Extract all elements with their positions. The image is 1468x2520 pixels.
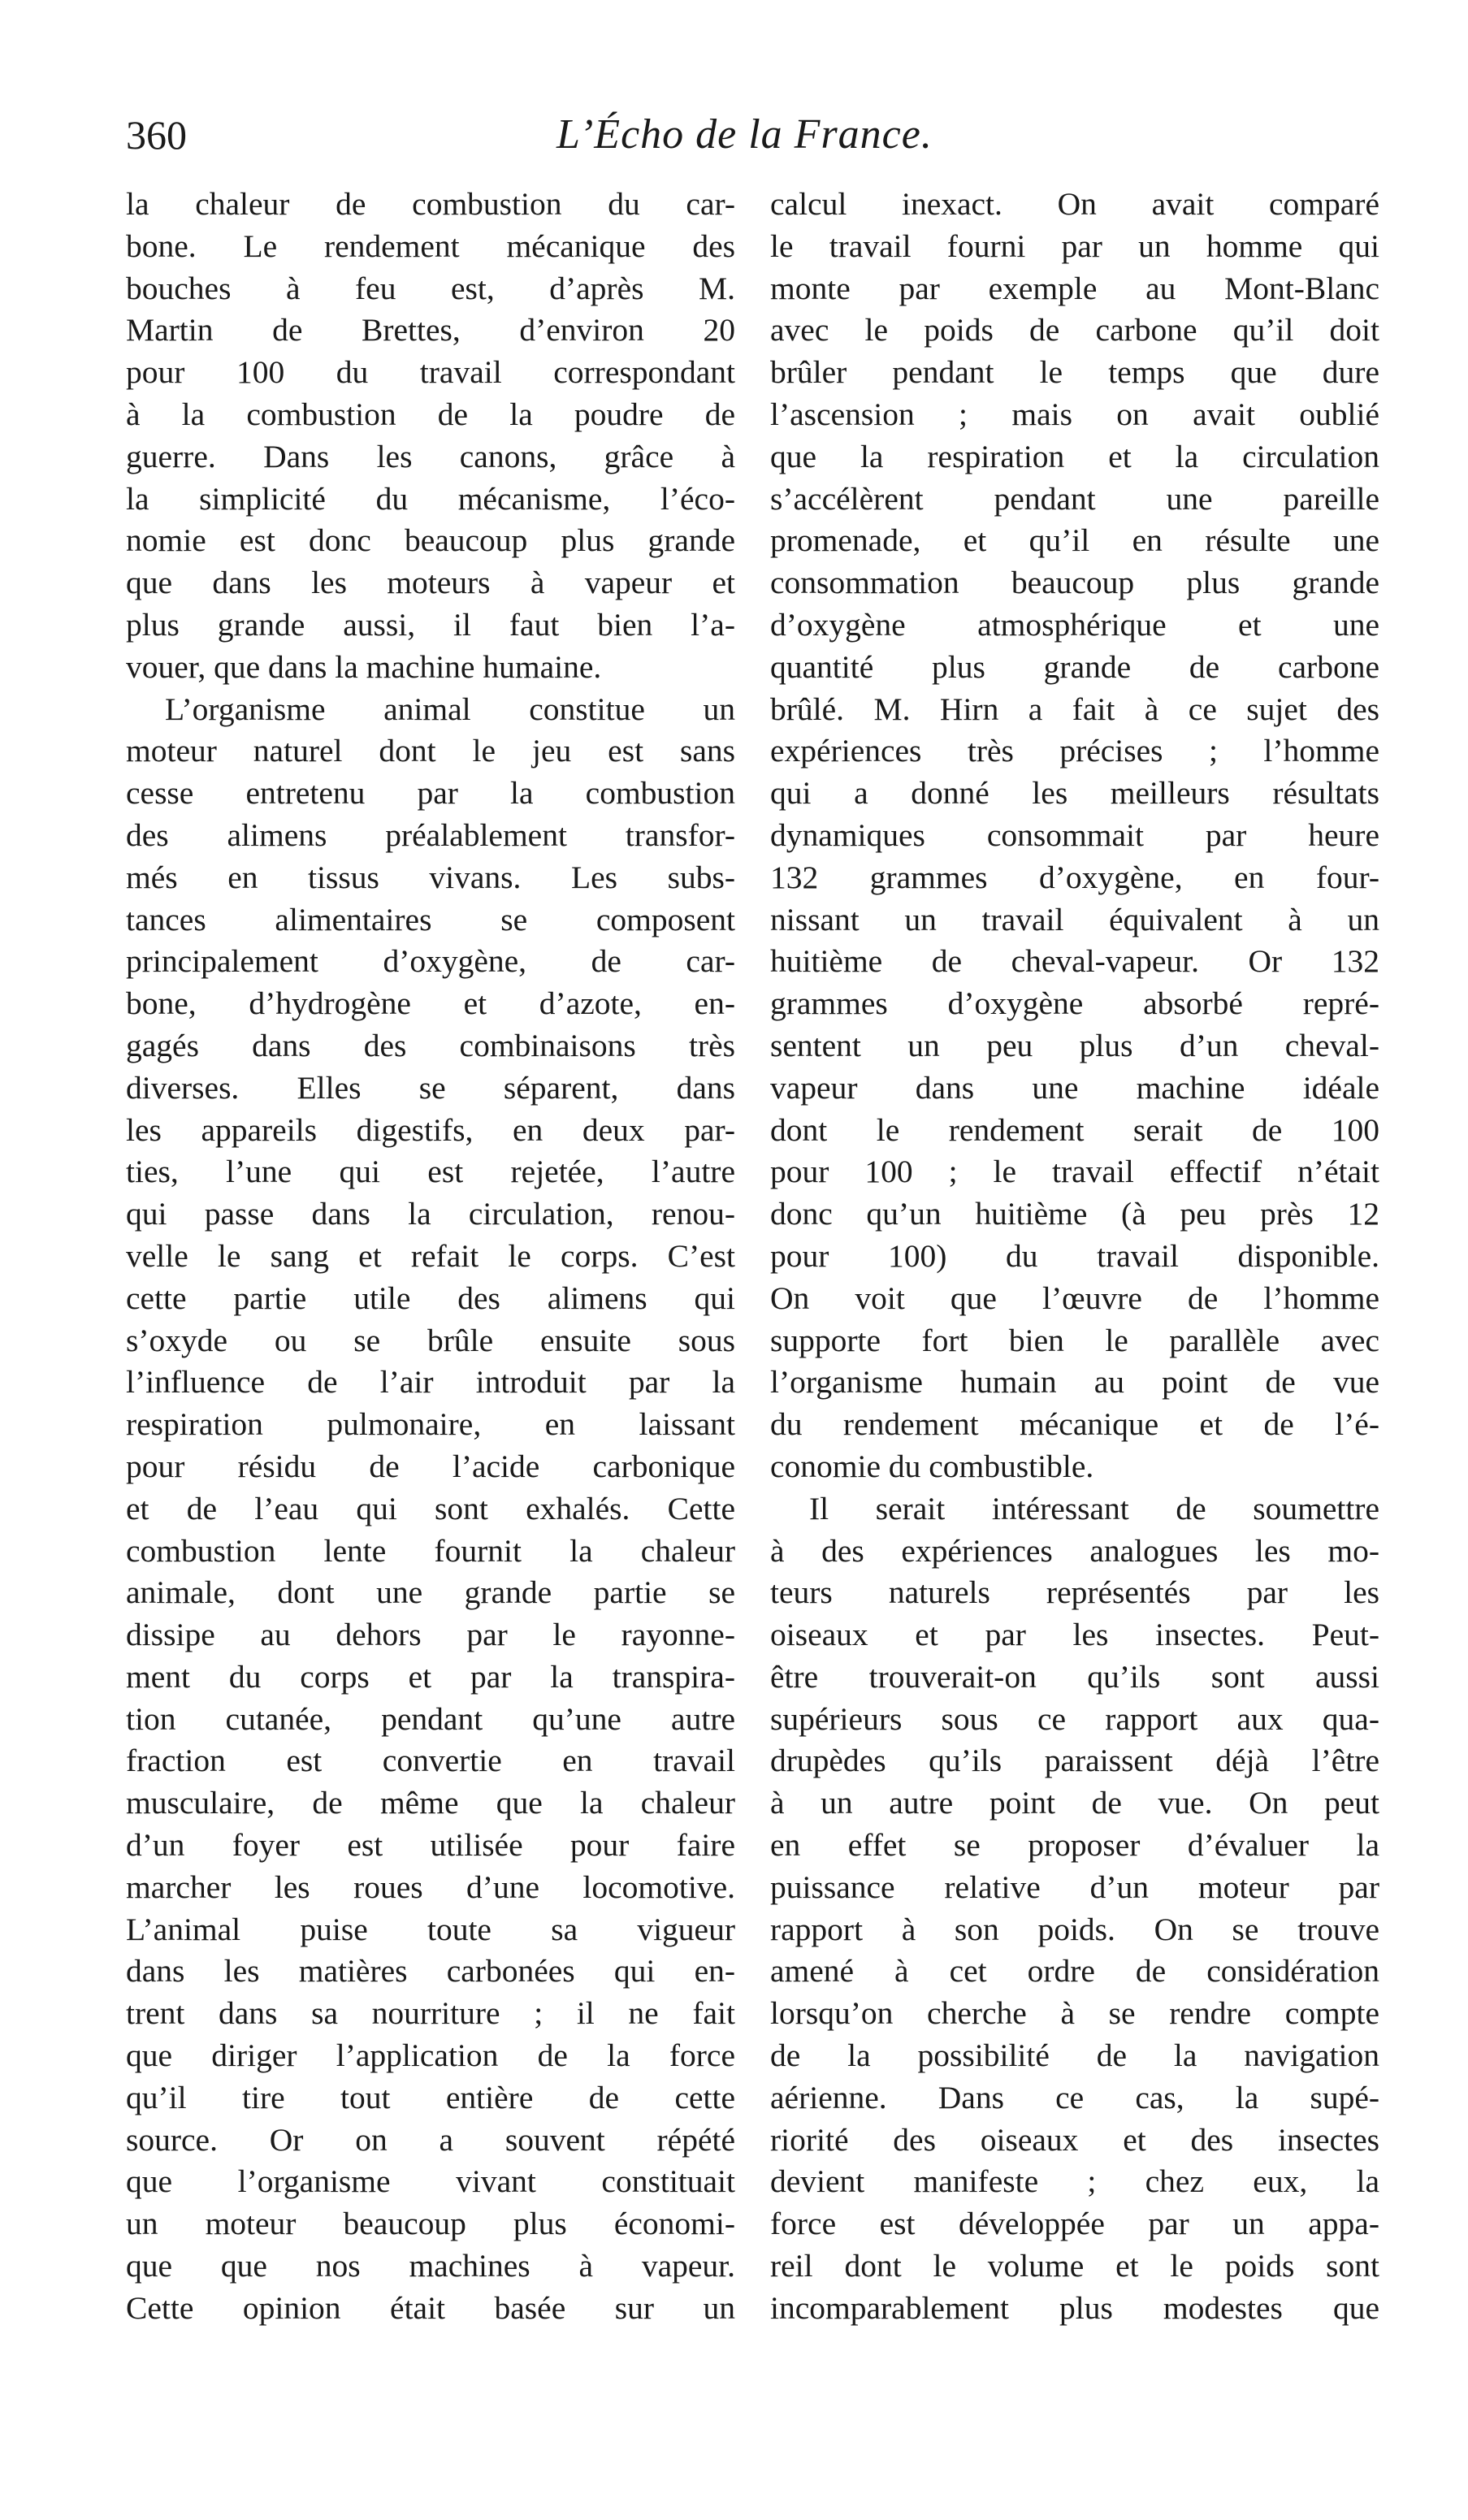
text-line: sentent un peu plus d’un cheval- — [770, 1027, 1379, 1063]
text-line: calcul inexact. On avait comparé — [770, 186, 1379, 222]
text-line: reil dont le volume et le poids sont — [770, 2248, 1379, 2284]
text-line: l’ascension ; mais on avait oublié — [770, 396, 1379, 432]
text-line: 132 grammes d’oxygène, en four- — [770, 859, 1379, 895]
text-line: Martin de Brettes, d’environ 20 — [126, 312, 735, 349]
text-line: cesse entretenu par la combustion — [126, 775, 735, 812]
text-line: diverses. Elles se séparent, dans — [126, 1069, 735, 1106]
text-line: force est développée par un appa- — [770, 2206, 1379, 2242]
text-line: qui a donné les meilleurs résultats — [770, 775, 1379, 812]
text-line: un moteur beaucoup plus économi- — [126, 2206, 735, 2242]
text-line: animale, dont une grande partie se — [126, 1574, 735, 1611]
text-line: plus grande aussi, il faut bien l’a- — [126, 606, 735, 643]
text-line: dynamiques consommait par heure — [770, 816, 1379, 853]
text-line: fraction est convertie en travail — [126, 1743, 735, 1779]
text-line: marcher les roues d’une locomotive. — [126, 1868, 735, 1905]
text-line: vouer, que dans la machine humaine. — [126, 648, 602, 685]
text-line: lorsqu’on cherche à se rendre compte — [770, 1995, 1379, 2032]
text-line: rapport à son poids. On se trouve — [770, 1911, 1379, 1947]
text-line: tion cutanée, pendant qu’une autre — [126, 1700, 735, 1737]
text-line: nomie est donc beaucoup plus grande — [126, 522, 735, 559]
text-line: tances alimentaires se composent — [126, 901, 735, 937]
text-line: respiration pulmonaire, en laissant — [126, 1406, 735, 1443]
text-line: gagés dans des combinaisons très — [126, 1027, 735, 1063]
text-line: avec le poids de carbone qu’il doit — [770, 312, 1379, 349]
text-line: la simplicité du mécanisme, l’éco- — [126, 480, 735, 517]
text-line: Il serait intéressant de soumettre — [809, 1490, 1379, 1526]
text-line: pour 100) du travail disponible. — [770, 1237, 1379, 1274]
text-line: pour 100 ; le travail effectif n’était — [770, 1154, 1379, 1190]
text-line: velle le sang et refait le corps. C’est — [126, 1237, 735, 1274]
text-line: monte par exemple au Mont-Blanc — [770, 270, 1379, 306]
page-number: 360 — [126, 112, 187, 158]
text-line: à des expériences analogues les mo- — [770, 1532, 1379, 1569]
text-line: nissant un travail équivalent à un — [770, 901, 1379, 937]
right-column — [770, 184, 1379, 2330]
text-line: L’organisme animal constitue un — [165, 691, 735, 727]
text-line: de la possibilité de la navigation — [770, 2037, 1379, 2074]
text-line: à un autre point de vue. On peut — [770, 1785, 1379, 1821]
text-line: teurs naturels représentés par les — [770, 1574, 1379, 1611]
text-line: à la combustion de la poudre de — [126, 396, 735, 432]
text-line: ties, l’une qui est rejetée, l’autre — [126, 1154, 735, 1190]
text-line: d’un foyer est utilisée pour faire — [126, 1827, 735, 1864]
text-line: puissance relative d’un moteur par — [770, 1868, 1379, 1905]
left-column — [126, 184, 735, 2330]
text-line: bone. Le rendement mécanique des — [126, 227, 735, 264]
text-line: supporte fort bien le parallèle avec — [770, 1322, 1379, 1358]
text-line: l’influence de l’air introduit par la — [126, 1364, 735, 1401]
text-line: pour 100 du travail correspondant — [126, 354, 735, 391]
text-line: d’oxygène atmosphérique et une — [770, 606, 1379, 643]
text-line: que la respiration et la circulation — [770, 438, 1379, 474]
text-line: principalement d’oxygène, de car- — [126, 943, 735, 980]
text-line: que que nos machines à vapeur. — [126, 2248, 735, 2284]
text-line: L’animal puise toute sa vigueur — [126, 1911, 735, 1947]
text-line: musculaire, de même que la chaleur — [126, 1785, 735, 1821]
text-line: supérieurs sous ce rapport aux qua- — [770, 1700, 1379, 1737]
text-line: que diriger l’application de la force — [126, 2037, 735, 2074]
text-line: et de l’eau qui sont exhalés. Cette — [126, 1490, 735, 1526]
text-line: dont le rendement serait de 100 — [770, 1111, 1379, 1148]
text-line: consommation beaucoup plus grande — [770, 565, 1379, 601]
text-line: huitième de cheval-vapeur. Or 132 — [770, 943, 1379, 980]
text-line: bouches à feu est, d’après M. — [126, 270, 735, 306]
text-line: On voit que l’œuvre de l’homme — [770, 1279, 1379, 1316]
text-line: Cette opinion était basée sur un — [126, 2289, 735, 2326]
text-line: dissipe au dehors par le rayonne- — [126, 1617, 735, 1653]
text-line: s’oxyde ou se brûle ensuite sous — [126, 1322, 735, 1358]
page-header — [126, 112, 1381, 169]
text-line: conomie du combustible. — [770, 1448, 1094, 1484]
text-line: ment du corps et par la transpira- — [126, 1658, 735, 1695]
text-line: des alimens préalablement transfor- — [126, 816, 735, 853]
text-line: quantité plus grande de carbone — [770, 648, 1379, 685]
text-line: donc qu’un huitième (à peu près 12 — [770, 1196, 1379, 1232]
text-line: qui passe dans la circulation, renou- — [126, 1196, 735, 1232]
text-line: brûler pendant le temps que dure — [770, 354, 1379, 391]
text-line: moteur naturel dont le jeu est sans — [126, 733, 735, 769]
text-line: cette partie utile des alimens qui — [126, 1279, 735, 1316]
text-line: vapeur dans une machine idéale — [770, 1069, 1379, 1106]
text-line: grammes d’oxygène absorbé repré- — [770, 985, 1379, 1022]
text-line: promenade, et qu’il en résulte une — [770, 522, 1379, 559]
text-line: expériences très précises ; l’homme — [770, 733, 1379, 769]
text-line: incomparablement plus modestes que — [770, 2289, 1379, 2326]
text-line: trent dans sa nourriture ; il ne fait — [126, 1995, 735, 2032]
text-line: bone, d’hydrogène et d’azote, en- — [126, 985, 735, 1022]
text-line: combustion lente fournit la chaleur — [126, 1532, 735, 1569]
text-line: riorité des oiseaux et des insectes — [770, 2121, 1379, 2158]
text-line: que l’organisme vivant constituait — [126, 2163, 735, 2200]
text-line: source. Or on a souvent répété — [126, 2121, 735, 2158]
text-line: le travail fourni par un homme qui — [770, 227, 1379, 264]
text-line: guerre. Dans les canons, grâce à — [126, 438, 735, 474]
text-line: qu’il tire tout entière de cette — [126, 2079, 735, 2115]
text-line: du rendement mécanique et de l’é- — [770, 1406, 1379, 1443]
text-line: dans les matières carbonées qui en- — [126, 1953, 735, 1990]
text-line: pour résidu de l’acide carbonique — [126, 1448, 735, 1484]
text-line: aérienne. Dans ce cas, la supé- — [770, 2079, 1379, 2115]
running-title: L’Écho de la France. — [556, 111, 933, 158]
text-line: que dans les moteurs à vapeur et — [126, 565, 735, 601]
text-line: être trouverait-on qu’ils sont aussi — [770, 1658, 1379, 1695]
text-line: més en tissus vivans. Les subs- — [126, 859, 735, 895]
text-line: brûlé. M. Hirn a fait à ce sujet des — [770, 691, 1379, 727]
text-line: les appareils digestifs, en deux par- — [126, 1111, 735, 1148]
text-line: amené à cet ordre de considération — [770, 1953, 1379, 1990]
text-line: devient manifeste ; chez eux, la — [770, 2163, 1379, 2200]
text-line: drupèdes qu’ils paraissent déjà l’être — [770, 1743, 1379, 1779]
text-line: s’accélèrent pendant une pareille — [770, 480, 1379, 517]
text-line: la chaleur de combustion du car- — [126, 186, 735, 222]
text-line: oiseaux et par les insectes. Peut- — [770, 1617, 1379, 1653]
text-line: l’organisme humain au point de vue — [770, 1364, 1379, 1401]
text-line: en effet se proposer d’évaluer la — [770, 1827, 1379, 1864]
